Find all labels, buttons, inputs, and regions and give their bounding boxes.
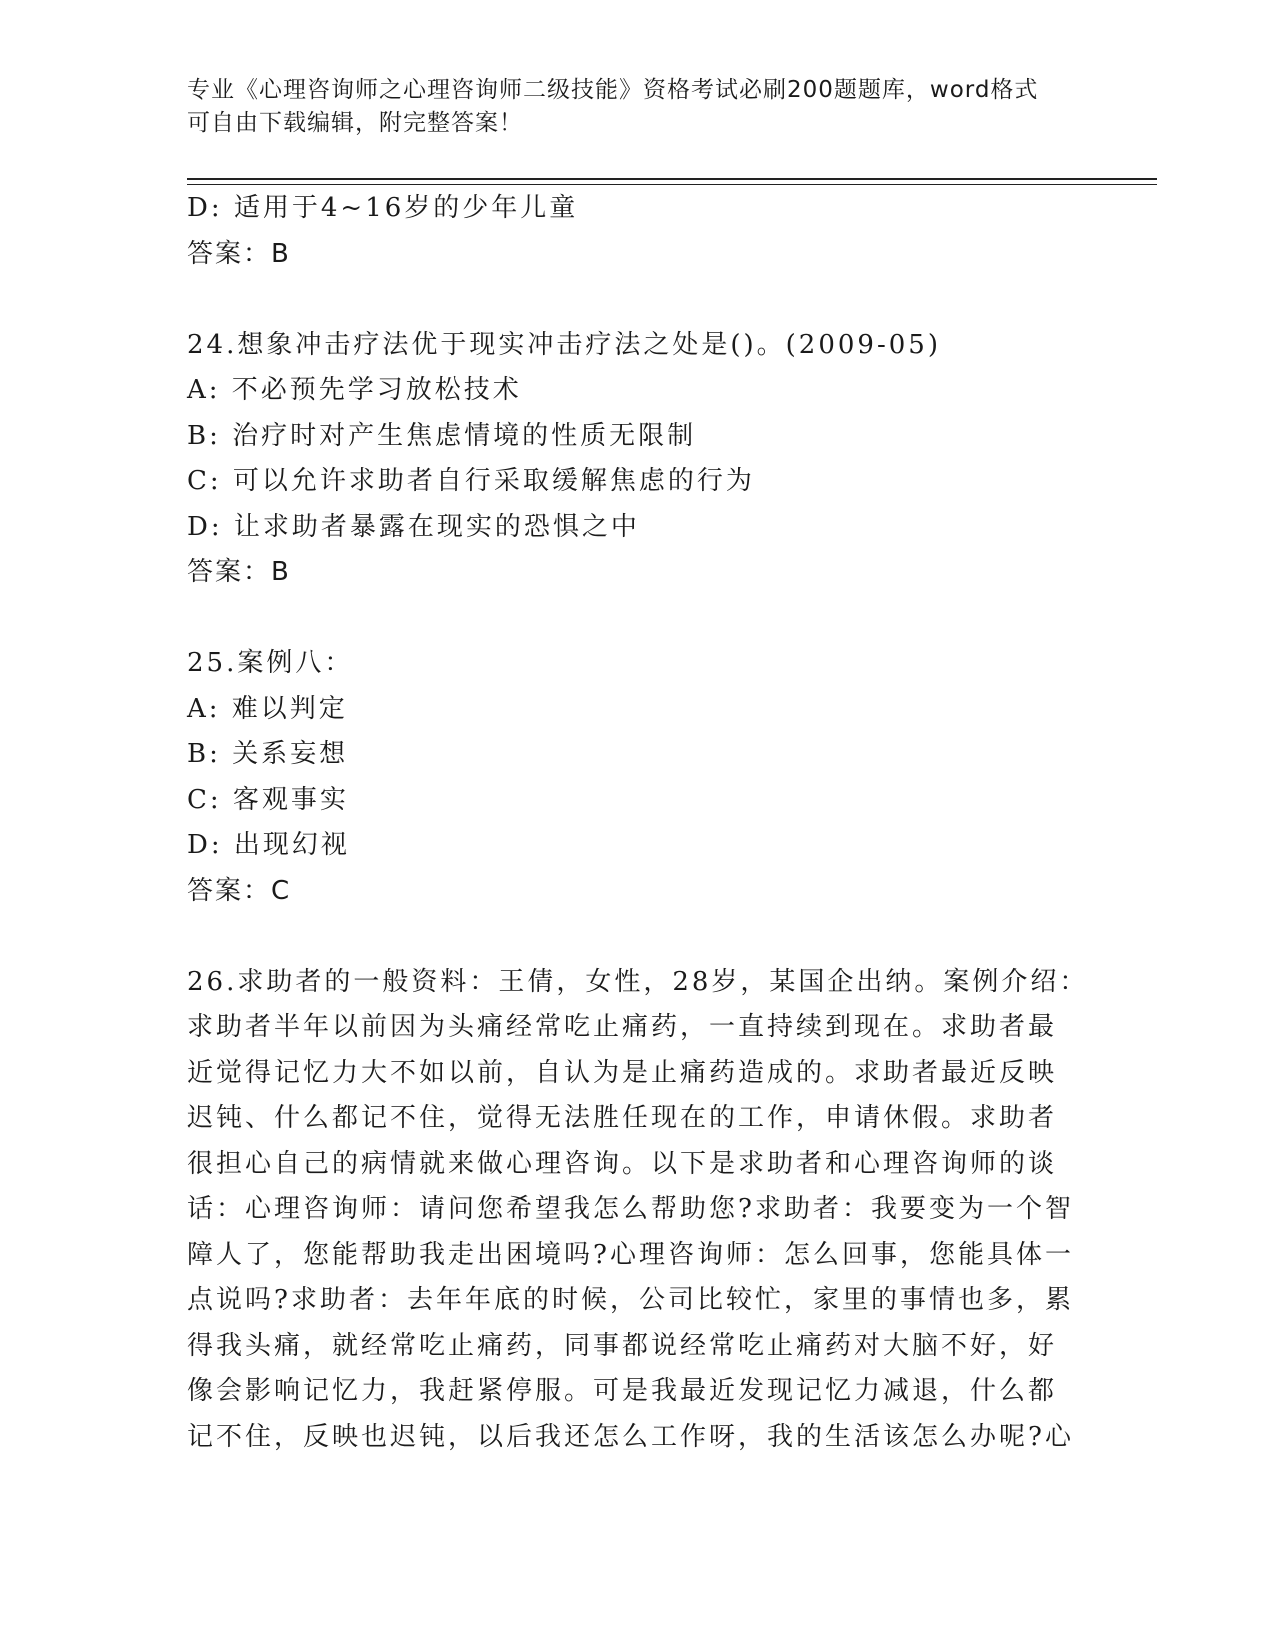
header-line-2: 可自由下载编辑，附完整答案！ (187, 110, 523, 136)
question-line: 很担心自己的病情就来做心理咨询。以下是求助者和心理咨询师的谈 (187, 1148, 1058, 1179)
question-26 (187, 960, 1089, 1461)
header-divider-thick (187, 178, 1157, 180)
question-line: 点说吗?求助者：去年年底的时候，公司比较忙，家里的事情也多，累 (187, 1285, 1074, 1315)
answer: 答案：B (187, 557, 291, 587)
spacer (187, 914, 1087, 960)
option-a: A: 不必预先学习放松技术 (187, 375, 522, 405)
question-line: 近觉得记忆力大不如以前，自认为是止痛药造成的。求助者最近反映 (187, 1057, 1058, 1088)
document-body (187, 186, 1087, 1460)
option-d: D: 适用于4~16岁的少年儿童 (187, 193, 579, 223)
question-24 (187, 323, 1087, 596)
option-d: D: 出现幻视 (187, 830, 350, 860)
header-divider-thin (187, 184, 1157, 185)
answer: 答案：C (187, 875, 292, 906)
question-25 (187, 641, 1087, 914)
option-b: B: 治疗时对产生焦虑情境的性质无限制 (187, 420, 697, 451)
question-line: 得我头痛，就经常吃止痛药，同事都说经常吃止痛药对大脑不好，好 (187, 1330, 1058, 1361)
question-23-tail (187, 186, 1087, 277)
question-line: 话：心理咨询师：请问您希望我怎么帮助您?求助者：我要变为一个智 (187, 1194, 1074, 1224)
spacer (187, 596, 1087, 642)
document-header (187, 74, 1067, 140)
spacer (187, 277, 1087, 323)
option-c: C: 客观事实 (187, 784, 349, 815)
option-b: B: 关系妄想 (187, 739, 349, 769)
question-text: 25.案例八： (187, 648, 354, 678)
question-line: 记不住，反映也迟钝，以后我还怎么工作呀，我的生活该怎么办呢?心 (187, 1421, 1074, 1452)
option-c: C: 可以允许求助者自行采取缓解焦虑的行为 (187, 466, 755, 496)
option-d: D: 让求助者暴露在现实的恐惧之中 (187, 511, 640, 542)
header-line-1: 专业《心理咨询师之心理咨询师二级技能》资格考试必刷200题题库，word格式 (187, 77, 1039, 103)
question-line: 求助者半年以前因为头痛经常吃止痛药，一直持续到现在。求助者最 (187, 1012, 1058, 1042)
question-line: 迟钝、什么都记不住，觉得无法胜任现在的工作，申请休假。求助者 (187, 1103, 1058, 1133)
answer: 答案：B (187, 238, 291, 269)
question-line: 26.求助者的一般资料：王倩，女性，28岁，某国企出纳。案例介绍： (187, 966, 1089, 997)
option-a: A: 难以判定 (187, 693, 348, 724)
question-line: 像会影响记忆力，我赶紧停服。可是我最近发现记忆力减退，什么都 (187, 1376, 1058, 1406)
question-line: 障人了，您能帮助我走出困境吗?心理咨询师：怎么回事，您能具体一 (187, 1239, 1074, 1270)
question-text: 24.想象冲击疗法优于现实冲击疗法之处是()。(2009-05) (187, 329, 941, 360)
